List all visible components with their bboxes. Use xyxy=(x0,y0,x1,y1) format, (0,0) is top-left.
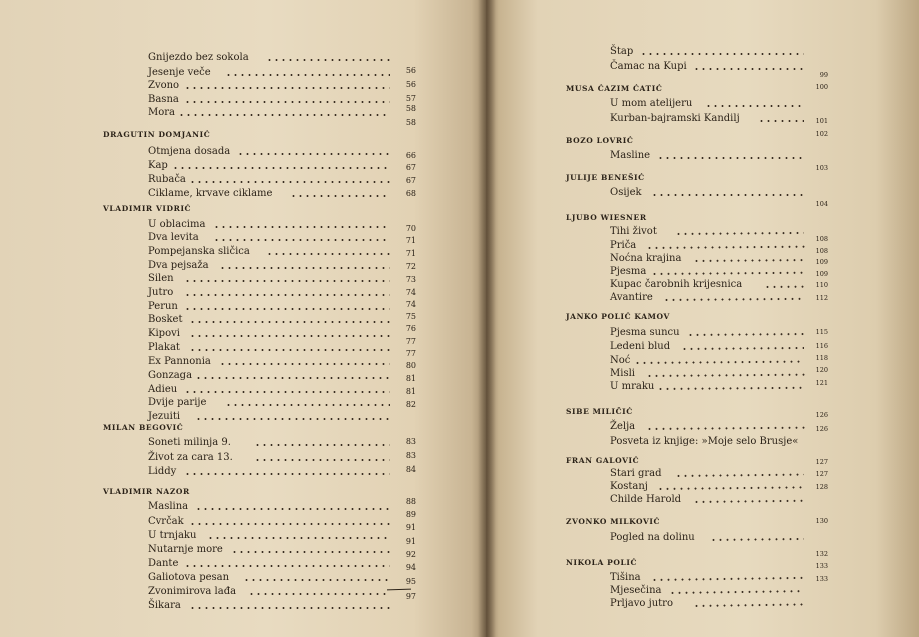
page-number: 66 xyxy=(405,151,416,160)
page-number: 112 xyxy=(815,294,828,302)
toc-entry-title: Galiotova pesan xyxy=(148,572,230,583)
author-name: ZVONKO MILKOVIĆ xyxy=(566,517,661,526)
dot-leader xyxy=(213,237,390,243)
toc-entry-title: Noć xyxy=(610,355,631,366)
dot-leader xyxy=(189,521,390,527)
dot-leader xyxy=(184,85,391,91)
page-number: 110 xyxy=(815,281,828,289)
toc-entry-title: Ciklame, krvave ciklame xyxy=(148,188,273,199)
page-number: 74 xyxy=(405,288,416,297)
toc-entry-title: Bosket xyxy=(148,314,183,325)
dot-leader xyxy=(266,251,390,257)
toc-entry-title: Želja xyxy=(610,421,636,432)
dot-leader xyxy=(237,151,390,157)
toc-entry-title: Štap xyxy=(610,46,634,57)
page-number: 91 xyxy=(405,537,416,546)
dot-leader xyxy=(634,359,804,366)
toc-entry-title: Rubača xyxy=(148,174,186,185)
toc-entry-title: Zvonimirova lađa xyxy=(148,586,237,597)
dot-leader xyxy=(705,103,805,109)
page-number: 91 xyxy=(405,523,416,532)
page-number: 67 xyxy=(405,163,416,172)
page-number: 57 xyxy=(405,94,416,103)
toc-entry-title: Masline xyxy=(610,150,651,161)
toc-entry-title: Stari grad xyxy=(610,468,662,479)
author-name: SIBE MILIČIĆ xyxy=(566,407,633,416)
dot-leader xyxy=(184,99,391,105)
dot-leader xyxy=(189,319,390,325)
page-number: 88 xyxy=(405,497,416,506)
dot-leader xyxy=(184,306,391,312)
toc-entry-title: Pogled na dolinu xyxy=(610,532,695,543)
toc-entry-title: Mjesečina xyxy=(610,585,662,596)
dot-leader xyxy=(693,257,804,264)
right-contents xyxy=(486,0,919,637)
page-number: 73 xyxy=(405,275,416,284)
dot-leader xyxy=(651,270,804,277)
toc-entry-title: Noćna krajina xyxy=(610,253,682,264)
dot-leader xyxy=(693,498,804,505)
page-number: 58 xyxy=(405,118,416,127)
dot-leader xyxy=(248,591,390,597)
page-number: 71 xyxy=(405,249,416,258)
dot-leader xyxy=(184,389,391,395)
toc-entry-title: Dvije parije xyxy=(148,397,207,408)
page-number: 89 xyxy=(405,510,416,519)
page-number: 74 xyxy=(405,300,416,309)
page-number: 101 xyxy=(815,117,828,125)
dot-leader xyxy=(225,72,390,78)
toc-entry-title: Childe Harold xyxy=(610,494,682,505)
toc-entry-title: Kostanj xyxy=(610,481,648,492)
page-number: 83 xyxy=(405,451,416,460)
dot-leader xyxy=(640,51,804,57)
page-number: 130 xyxy=(815,517,828,525)
page-number: 104 xyxy=(815,200,828,208)
toc-entry-title: Avantire xyxy=(610,292,653,303)
toc-entry-title: Soneti milinja 9. xyxy=(148,437,231,448)
dot-leader xyxy=(172,165,390,171)
toc-entry-title: Jesenje veče xyxy=(148,67,211,78)
dot-leader xyxy=(225,402,390,408)
toc-entry-title: Cvrčak xyxy=(148,516,184,527)
page-number: 115 xyxy=(815,328,828,336)
page-number: 81 xyxy=(405,387,416,396)
dot-leader xyxy=(763,284,804,290)
toc-entry-title: Osijek xyxy=(610,187,642,198)
page-number: 83 xyxy=(405,437,416,446)
toc-entry-title: Otmjena dosada xyxy=(148,146,231,157)
author-name: VLADIMIR VIDRIĆ xyxy=(103,204,192,213)
toc-entry-title: Priča xyxy=(610,240,637,251)
dot-leader xyxy=(254,457,390,463)
toc-entry-title: Nutarnje more xyxy=(148,544,223,555)
dot-leader xyxy=(195,375,390,381)
toc-entry-title: Šikara xyxy=(148,600,181,611)
page-number: 84 xyxy=(405,465,416,474)
toc-entry-title: Plakat xyxy=(148,342,180,353)
author-name: VLADIMIR NAZOR xyxy=(103,487,190,496)
toc-entry-title: Dante xyxy=(148,558,179,569)
dot-leader xyxy=(266,57,390,63)
page-number: 133 xyxy=(815,562,828,570)
page-number: 97 xyxy=(405,592,416,601)
page-number: 71 xyxy=(405,236,416,245)
page-number: 109 xyxy=(815,258,828,266)
dot-leader xyxy=(219,361,390,367)
page-number: 68 xyxy=(405,189,416,198)
toc-entry-title: Kipovi xyxy=(148,328,180,339)
toc-entry-title: Maslina xyxy=(148,501,189,512)
page-number: 77 xyxy=(405,349,416,358)
dot-leader xyxy=(651,575,804,583)
toc-entry-title: Pjesma xyxy=(610,266,647,277)
toc-entry-title: Ledeni blud xyxy=(610,341,671,352)
dot-leader xyxy=(254,442,390,448)
dot-leader xyxy=(207,535,390,541)
toc-entry-title: Basna xyxy=(148,94,179,105)
toc-entry-title: Život za cara 13. xyxy=(148,452,233,463)
toc-entry-title: Dva levita xyxy=(148,232,199,243)
toc-entry-title: Prljavo jutro xyxy=(610,598,673,609)
page-number: 80 xyxy=(405,361,416,370)
toc-entry-title: Dva pejsaža xyxy=(148,260,209,271)
page-number: 128 xyxy=(815,483,828,491)
toc-entry-title: Misli xyxy=(610,368,635,379)
dot-leader xyxy=(219,265,390,271)
page-number: 109 xyxy=(815,270,828,278)
page-number: 70 xyxy=(405,224,416,233)
toc-entry-title: Jutro xyxy=(148,287,174,298)
toc-entry-title: Perun xyxy=(148,301,178,312)
page-number: 72 xyxy=(405,262,416,271)
author-name: JANKO POLIĆ KAMOV xyxy=(566,312,670,321)
dot-leader xyxy=(693,601,804,609)
toc-entry-title: Tihi život xyxy=(610,226,657,237)
page-number: 133 xyxy=(815,575,828,583)
page-number: 127 xyxy=(815,458,828,466)
page-number: 116 xyxy=(815,342,828,350)
page-number: 81 xyxy=(405,374,416,383)
dot-leader xyxy=(645,244,804,251)
toc-entry-title: Silen xyxy=(148,273,174,284)
toc-entry-title: Mora xyxy=(148,107,176,118)
toc-entry-title: Tišina xyxy=(610,572,641,583)
dot-leader xyxy=(681,345,804,352)
page-number: 108 xyxy=(815,247,828,255)
dot-leader xyxy=(213,224,390,230)
page-number: 56 xyxy=(405,80,416,89)
page-number: 95 xyxy=(405,577,416,586)
toc-entry-title: Kupac čarobnih krijesnica xyxy=(610,279,743,290)
page-number: 92 xyxy=(405,550,416,559)
book-gutter xyxy=(478,0,496,637)
page-number: 82 xyxy=(405,400,416,409)
dot-leader xyxy=(195,416,390,422)
page-number: 132 xyxy=(815,550,828,558)
page-number: 127 xyxy=(815,470,828,478)
toc-entry-title: Ex Pannonia xyxy=(148,356,211,367)
author-name: NIKOLA POLIĆ xyxy=(566,558,638,567)
dot-leader xyxy=(710,536,804,543)
dot-leader xyxy=(675,472,804,479)
dot-leader xyxy=(178,112,390,118)
dot-leader xyxy=(184,292,391,298)
dot-leader xyxy=(189,347,390,353)
dot-leader xyxy=(657,385,804,392)
dot-leader xyxy=(675,230,804,237)
author-name: DRAGUTIN DOMJANIĆ xyxy=(103,130,211,139)
dot-leader xyxy=(758,118,804,124)
page-number: 100 xyxy=(815,83,828,91)
toc-entry-title: Kap xyxy=(148,160,168,171)
toc-entry-title: Pompejanska sličica xyxy=(148,246,250,257)
page-number: 99 xyxy=(819,71,828,79)
toc-entry-title: Posveta iz knjige: »Moje selo Brusje« xyxy=(610,436,799,447)
page-number: 126 xyxy=(815,411,828,419)
dot-leader xyxy=(290,193,390,199)
dot-leader xyxy=(657,155,804,161)
toc-entry-title: U trnjaku xyxy=(148,530,197,541)
dot-leader xyxy=(189,333,390,339)
toc-entry-title: U mom atelijeru xyxy=(610,98,693,109)
author-name: BOZO LOVRIĆ xyxy=(566,136,634,145)
page-number: 94 xyxy=(405,563,416,572)
author-name: JULIJE BENEŠIĆ xyxy=(566,173,645,182)
toc-entry-title: Liddy xyxy=(148,466,177,477)
toc-entry-title: U mraku xyxy=(610,381,655,392)
page-number: 56 xyxy=(405,66,416,75)
dot-leader xyxy=(657,484,804,492)
toc-entry-title: Jezuiti xyxy=(148,411,181,422)
toc-entry-title: Gnijezdo bez sokola xyxy=(148,52,249,63)
author-name: MUSA ĆAZIM ĆATIĆ xyxy=(566,84,663,93)
dot-leader xyxy=(184,278,391,284)
dot-leader xyxy=(687,331,804,338)
author-name: FRAN GALOVIĆ xyxy=(566,456,640,465)
toc-entry-title: Pjesma suncu xyxy=(610,327,680,338)
dot-leader xyxy=(189,605,390,611)
toc-entry-title: Gonzaga xyxy=(148,370,193,381)
toc-entry-title: U oblacima xyxy=(148,219,206,230)
dot-leader xyxy=(184,471,391,477)
toc-entry-title: Zvono xyxy=(148,80,180,91)
page-number: 67 xyxy=(405,176,416,185)
page-number: 103 xyxy=(815,164,828,172)
dot-leader xyxy=(663,296,804,303)
toc-entry-title: Kurban-bajramski Kandilj xyxy=(610,113,740,124)
page-number: 58 xyxy=(405,104,416,113)
page-number: 77 xyxy=(405,337,416,346)
page-number: 120 xyxy=(815,366,828,374)
page-number: 102 xyxy=(815,130,828,138)
dot-leader xyxy=(651,192,804,198)
dot-leader xyxy=(693,66,804,72)
author-name: MILAN BEGOVIĆ xyxy=(103,423,184,432)
author-name: LJUBO WIESNER xyxy=(566,213,647,222)
toc-entry-title: Adieu xyxy=(148,384,178,395)
right-page xyxy=(486,0,919,637)
page-number: 75 xyxy=(405,312,416,321)
dot-leader xyxy=(669,588,804,596)
page-number: 76 xyxy=(405,324,416,333)
toc-entry-title: Čamac na Kupi xyxy=(610,61,687,72)
dot-leader xyxy=(231,549,390,555)
page-number: 126 xyxy=(815,425,828,433)
page-number: 118 xyxy=(815,354,828,362)
dot-leader xyxy=(645,372,804,379)
page-number: 108 xyxy=(815,235,828,243)
page-number: 121 xyxy=(815,379,828,387)
dot-leader xyxy=(195,506,390,512)
dot-leader xyxy=(645,425,804,432)
dot-leader xyxy=(184,563,391,569)
dot-leader xyxy=(243,577,391,583)
dot-leader xyxy=(189,179,390,185)
